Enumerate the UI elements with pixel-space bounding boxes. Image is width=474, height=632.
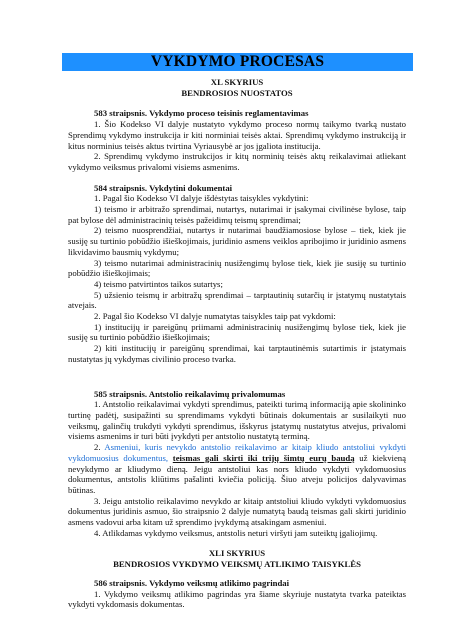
article-584-list-item: 2) kiti institucijų ir pareigūnų sprendimai, kai tarptautinėmis sutartimis ir įstatymais nustatytas jų vykdymas civilinio proceso tvarka.	[68, 343, 406, 364]
document-body	[68, 77, 406, 610]
article-584-paragraph: 1. Pagal šio Kodekso VI dalyje išdėstytas taisykles vykdytini:	[94, 193, 309, 204]
article-584-list-item: 2) teismo nuosprendžiai, nutartys ir nutarimai baudžiamosiose bylose – tiek, kiek jie susiję su turtinio pobūdžio išieškojimais, juridinio asmens veiklos apribojimo ir juridinio asmens likvidavimo bausmių vykdymu;	[68, 225, 406, 257]
article-584-list-item: 4) teismo patvirtintos taikos sutartys;	[94, 278, 223, 289]
article-584-paragraph: 2. Pagal šio Kodekso VI dalyje numatytas taisykles taip pat vykdomi:	[94, 311, 336, 322]
paragraph-number: 2.	[94, 442, 105, 453]
article-586-heading: 586 straipsnis. Vykdymo veiksmų atlikimo pagrindai	[94, 577, 290, 588]
article-585-paragraph: 3. Jeigu antstolio reikalavimo nevykdo ar kitaip antstoliui kliudo vykdyti vykdomuosius dokumentus juridinis asmuo, šio straipsnio 2 dalyje numatytą baudą teismas gali skirti juridinio asmens vadovui arba kitam už sprendimo įvykdymą atsakingam asmeniui.	[68, 495, 406, 528]
article-586-paragraph: 1. Vykdymo veiksmų atlikimo pagrindas yra šiame skyriuje nustatyta tvarka pateiktas vykdyti vykdomasis dokumentas.	[68, 588, 406, 610]
article-585-paragraph: 1. Antstolio reikalavimai vykdyti sprendimus, pateikti turimą informaciją apie skolininko turtinę padėtį, susipažinti su sprendimams vykdyti būtinais dokumentais ar susilaikyti nuo veiksmų, galinčių trukdyti vykdyti sprendimus, išskyrus įstatymų nustatytus atvejus, privalomi visiems asmenims ir turi būti įvykdyti per antstolio nustatytą terminą.	[68, 399, 406, 442]
chapter-number: XLI SKYRIUS	[208, 548, 266, 559]
article-584-list-item: 1) institucijų ir pareigūnų priimami administracinių nusižengimų bylose tiek, kiek jie susiję su turtinio pobūdžio išieškojimais;	[68, 321, 406, 343]
article-584-list-item: 3) teismo nutarimai administracinių nusižengimų bylose tiek, kiek jie susiję su turtinio pobūdžio išieškojimais;	[68, 257, 406, 279]
article-584-heading: 584 straipsnis. Vykdytini dokumentai	[94, 182, 233, 193]
article-583-paragraph: 2. Sprendimų vykdymo instrukcijos ir kitų norminių teisės aktų reikalavimai atliekant vykdymo veiksmus privalomi visiems asmenims.	[68, 151, 406, 172]
emphasized-text: teismas gali skirti iki trijų šimtų eurų baudą	[172, 452, 355, 463]
chapter-title: BENDROSIOS NUOSTATOS	[181, 87, 293, 98]
article-585-heading: 585 straipsnis. Antstolio reikalavimų privalomumas	[94, 388, 286, 399]
article-585-paragraph-2	[68, 442, 406, 496]
article-585-paragraph: 4. Atlikdamas vykdymo veiksmus, antstolis neturi viršyti jam suteiktų įgaliojimų.	[94, 527, 378, 538]
article-584-list-item: 5) užsienio teismų ir arbitražų sprendimai – tarptautinių sutarčių ir įstatymų nustatytais atvejais.	[68, 289, 406, 311]
paragraph-text: už kiekvieną nevykdymo ar kliudymo dieną. Jeigu antstoliui kas nors kliudo vykdyti vykdomuosius dokumentus, antstolis kliūtims pašalinti kviečia policiją. Šiuo atveju policijos dalyvavimas būtinas.	[68, 452, 407, 495]
chapter-title: BENDROSIOS VYKDYMO VEIKSMŲ ATLIKIMO TAISYKLĖS	[113, 559, 361, 570]
highlighted-text: Asmeniui, kuris nevykdo antstolio reikalavimo ar kitaip kliudo antstoliui vykdyti vykdomuosius dokumentus,	[68, 442, 406, 463]
article-583-heading: 583 straipsnis. Vykdymo proceso teisinis reglamentavimas	[94, 108, 309, 119]
article-584-list-item: 1) teismo ir arbitražo sprendimai, nutartys, nutarimai ir įsakymai civilinėse bylose, taip pat bylose dėl administracinių teisės pažeidimų teismų sprendimai;	[68, 204, 406, 225]
article-583-paragraph: 1. Šio Kodekso VI dalyje nustatyto vykdymo proceso normų taikymo tvarką nustato Sprendimų vykdymo instrukcija ir kiti norminiai teisės aktai. Sprendimų vykdymo instrukciją ir kitus norminius teisės aktus tvirtina Vyriausybė ar jos įgaliota institucija.	[68, 119, 406, 151]
chapter-number: XL SKYRIUS	[210, 77, 264, 87]
page-title-banner: VYKDYMO PROCESAS	[62, 53, 413, 71]
